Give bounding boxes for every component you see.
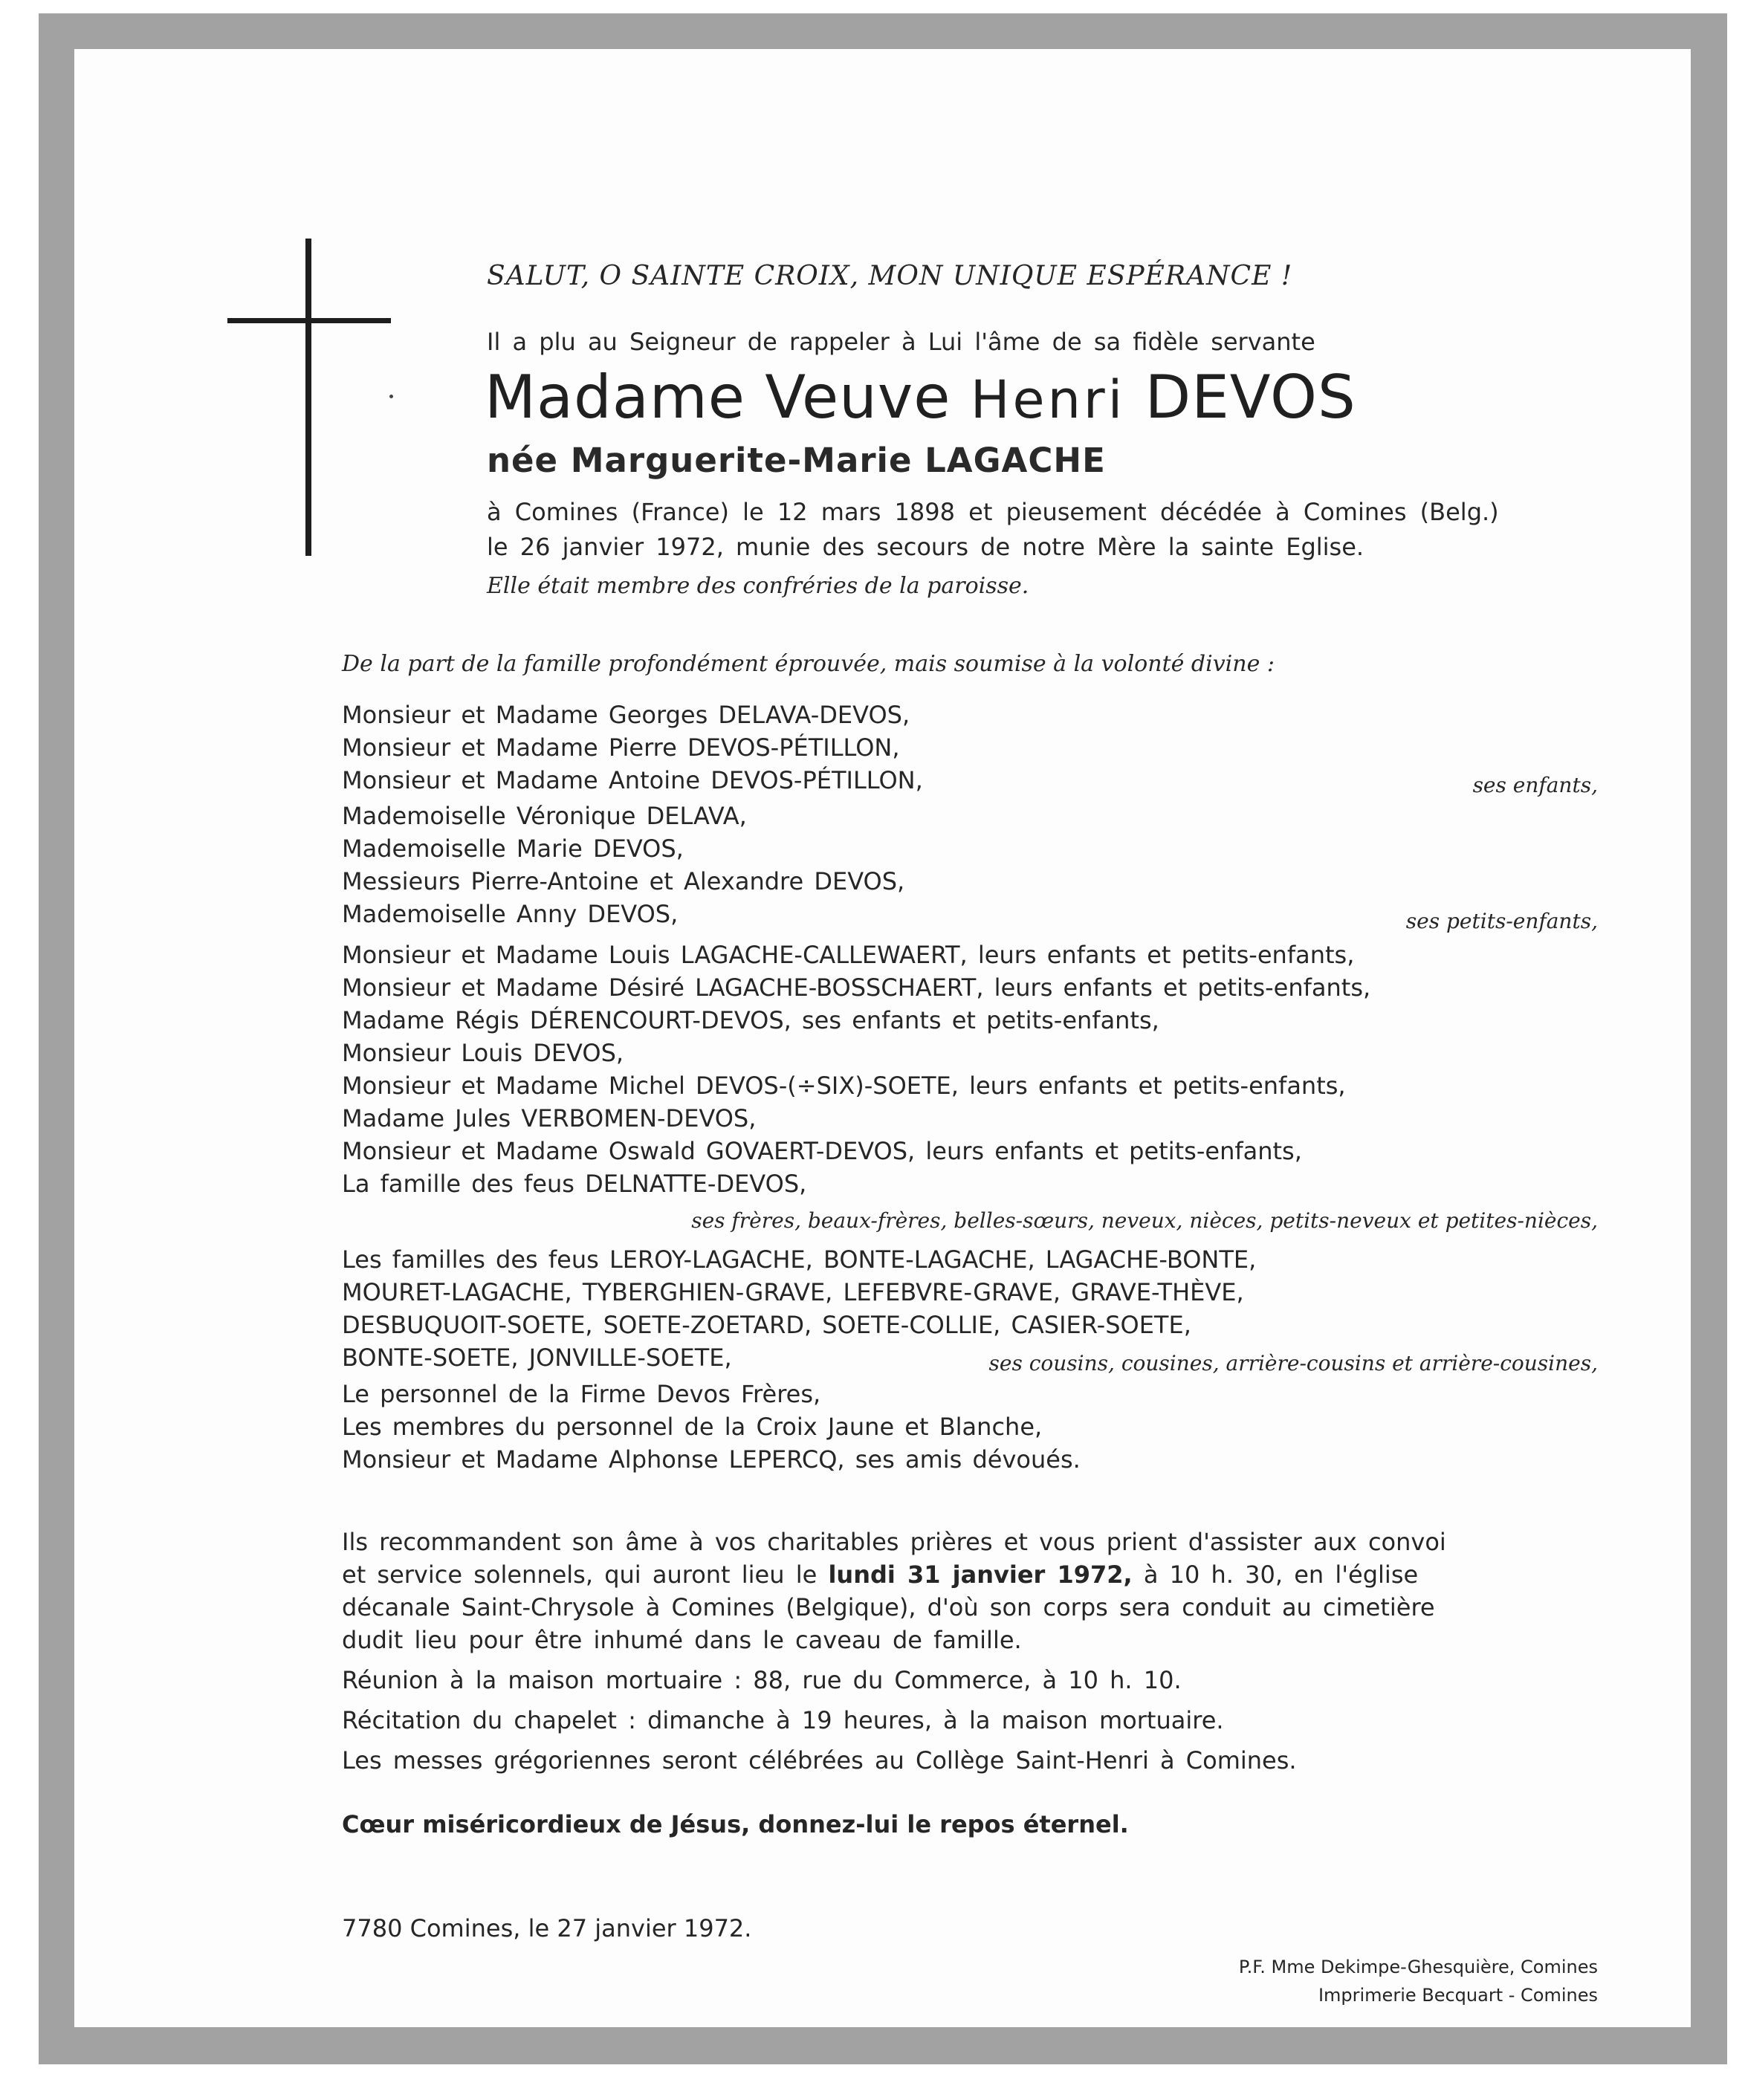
funeral-director: P.F. Mme Dekimpe-Ghesquière, Comines: [1238, 1957, 1598, 1977]
maiden-name: née Marguerite-Marie LAGACHE: [487, 441, 1106, 480]
closing-line: décanale Saint-Chrysole à Comines (Belgique), d'où son corps sera conduit au cimetière: [342, 1593, 1435, 1621]
family-line: Monsieur Louis DEVOS,: [342, 1039, 624, 1067]
role-siblings: ses frères, beaux-frères, belles-sœurs, neveux, nièces, petits-neveux et petites-nièces,: [691, 1208, 1598, 1233]
intro-text: Il a plu au Seigneur de rappeler à Lui l'âme de sa fidèle servante: [487, 328, 1315, 356]
cross-bar: [227, 318, 391, 323]
birth-death-line-2: le 26 janvier 1972, munie des secours de notre Mère la sainte Eglise.: [487, 533, 1364, 561]
family-line: Monsieur et Madame Oswald GOVAERT-DEVOS, leurs enfants et petits-enfants,: [342, 1137, 1302, 1165]
family-line: Monsieur et Madame Michel DEVOS-(÷SIX)-SOETE, leurs enfants et petits-enfants,: [342, 1072, 1346, 1100]
dateline: 7780 Comines, le 27 janvier 1972.: [342, 1914, 752, 1942]
family-line: Mademoiselle Marie DEVOS,: [342, 835, 684, 863]
membership-note: Elle était membre des confréries de la paroisse.: [487, 573, 1029, 599]
family-intro: De la part de la famille profondément éprouvée, mais soumise à la volonté divine :: [342, 651, 1275, 677]
closing-line: Récitation du chapelet : dimanche à 19 heures, à la maison mortuaire.: [342, 1706, 1224, 1734]
family-line: BONTE-SOETE, JONVILLE-SOETE,: [342, 1344, 732, 1372]
closing-text: à 10 h. 30, en l'église: [1132, 1561, 1419, 1589]
name-first: Henri: [970, 369, 1126, 430]
family-line: Les familles des feus LEROY-LAGACHE, BONTE-LAGACHE, LAGACHE-BONTE,: [342, 1245, 1257, 1274]
family-line: Monsieur et Madame Alphonse LEPERCQ, ses amis dévoués.: [342, 1445, 1081, 1474]
funeral-date: lundi 31 janvier 1972,: [828, 1561, 1133, 1589]
family-line: Mademoiselle Anny DEVOS,: [342, 900, 679, 928]
closing-prayer: Cœur miséricordieux de Jésus, donnez-lui le repos éternel.: [342, 1810, 1129, 1838]
closing-line: dudit lieu pour être inhumé dans le caveau de famille.: [342, 1626, 1022, 1654]
closing-line: Les messes grégoriennes seront célébrées au Collège Saint-Henri à Comines.: [342, 1746, 1297, 1775]
family-line: Monsieur et Madame Pierre DEVOS-PÉTILLON,: [342, 733, 900, 762]
family-line: DESBUQUOIT-SOETE, SOETE-ZOETARD, SOETE-COLLIE, CASIER-SOETE,: [342, 1311, 1191, 1339]
family-line: Le personnel de la Firme Devos Frères,: [342, 1380, 821, 1408]
family-line: Monsieur et Madame Antoine DEVOS-PÉTILLON,: [342, 766, 923, 794]
family-line: Les membres du personnel de la Croix Jaune et Blanche,: [342, 1413, 1043, 1441]
cross-icon: [305, 239, 311, 556]
ink-speck: [389, 395, 393, 398]
closing-line: [342, 1561, 1418, 1589]
family-line: Monsieur et Madame Georges DELAVA-DEVOS,: [342, 701, 910, 729]
family-line: Madame Régis DÉRENCOURT-DEVOS, ses enfants et petits-enfants,: [342, 1006, 1159, 1034]
announcement-card: [74, 49, 1691, 2027]
family-line: Monsieur et Madame Désiré LAGACHE-BOSSCHAERT, leurs enfants et petits-enfants,: [342, 973, 1371, 1002]
motto: SALUT, O SAINTE CROIX, MON UNIQUE ESPÉRANCE !: [487, 261, 1293, 291]
family-line: Madame Jules VERBOMEN-DEVOS,: [342, 1104, 757, 1132]
family-line: MOURET-LAGACHE, TYBERGHIEN-GRAVE, LEFEBVRE-GRAVE, GRAVE-THÈVE,: [342, 1278, 1244, 1306]
name-prefix: Madame Veuve: [485, 363, 971, 432]
closing-text: et service solennels, qui auront lieu le: [342, 1561, 829, 1589]
family-line: La famille des feus DELNATTE-DEVOS,: [342, 1170, 807, 1198]
closing-line: Ils recommandent son âme à vos charitables prières et vous prient d'assister aux convoi: [342, 1528, 1446, 1556]
family-line: Monsieur et Madame Louis LAGACHE-CALLEWAERT, leurs enfants et petits-enfants,: [342, 941, 1355, 969]
role-grandchildren: ses petits-enfants,: [1405, 909, 1598, 933]
role-cousins: ses cousins, cousines, arrière-cousins et arrière-cousines,: [988, 1351, 1598, 1375]
deceased-name: [485, 363, 1356, 432]
family-line: Messieurs Pierre-Antoine et Alexandre DEVOS,: [342, 867, 905, 895]
family-line: Mademoiselle Véronique DELAVA,: [342, 802, 747, 830]
card-border: [39, 13, 1727, 2064]
closing-line: Réunion à la maison mortuaire : 88, rue du Commerce, à 10 h. 10.: [342, 1666, 1182, 1694]
name-last: DEVOS: [1125, 363, 1356, 432]
role-children: ses enfants,: [1472, 773, 1598, 797]
printer-credit: Imprimerie Becquart - Comines: [1318, 1985, 1598, 2006]
birth-death-line-1: à Comines (France) le 12 mars 1898 et pieusement décédée à Comines (Belg.): [487, 498, 1499, 526]
